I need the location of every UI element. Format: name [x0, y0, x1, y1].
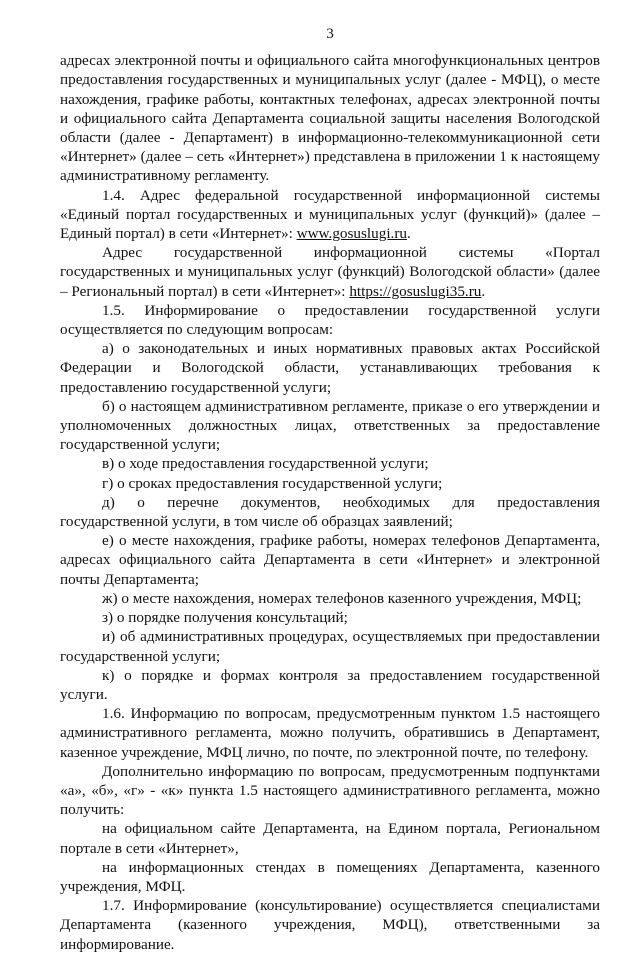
paragraph-1-6: 1.6. Информацию по вопросам, предусмотренным пунктом 1.5 настоящего административного регламента, можно получить, обратившись в Департамент, казенное учреждение, МФЦ лично, по почте, по электронной почте, по телефону. [60, 705, 600, 761]
paragraph-1-5: 1.5. Информирование о предоставлении государственной услуги осуществляется по следующим вопросам: [60, 301, 600, 339]
list-item-a: а) о законодательных и иных нормативных правовых актах Российской Федерации и Вологодской области, устанавливающих требования к предоставлению государственной услуги; [60, 340, 600, 396]
paragraph-continuation: адресах электронной почты и официального сайта многофункциональных центров предоставления государственных и муниципальных услуг (далее - МФЦ), о месте нахождения, графике работы, контактных телефонах, адресах электронной почты и официального сайта Департамента социальной защиты населения Вологодской области (далее - Департамент) в информационно-телекоммуникационной сети «Интернет» (далее – сеть «Интернет») представлена в приложении 1 к настоящему административному регламенту. [60, 52, 600, 185]
list-item-v: в) о ходе предоставления государственной услуги; [102, 455, 429, 473]
paragraph-regional-portal [60, 243, 600, 301]
list-item-b: б) о настоящем административном регламенте, приказе о его утверждении и уполномоченных должностных лицах, ответственных за предоставление государственной услуги; [60, 397, 600, 454]
list-item-e: е) о месте нахождения, графике работы, номерах телефонов Департамента, адресах официального сайта Департамента в сети «Интернет» и электронной почты Департамента; [60, 532, 600, 588]
page-number: 3 [326, 25, 334, 42]
list-item-z: з) о порядке получения консультаций; [102, 609, 348, 627]
paragraph-1-4-text: 1.4. Адрес федеральной государственной информационной системы «Единый портал государственных и муниципальных услуг (функций)» (далее – Единый портал) в сети «Интернет»: [60, 186, 600, 243]
paragraph-official-site: на официальном сайте Департамента, на Едином портала, Региональном портале в сети «Интернет», [60, 820, 600, 857]
list-item-d: д) о перечне документов, необходимых для предоставления государственной услуги, в том числе об образцах заявлений; [60, 493, 600, 531]
link-gosuslugi[interactable]: www.gosuslugi.ru [296, 225, 407, 243]
list-item-i: и) об административных процедурах, осуществляемых при предоставлении государственной услуги; [60, 628, 600, 665]
paragraph-1-7: 1.7. Информирование (консультирование) осуществляется специалистами Департамента (казенного учреждения, МФЦ), ответственными за информирование. [60, 897, 600, 953]
paragraph-regional-portal-end: . [481, 282, 486, 300]
paragraph-regional-portal-text: Адрес государственной информационной системы «Портал государственных и муниципальных услуг (функций) Вологодской области» (далее – Региональный портал) в сети «Интернет»: [60, 244, 600, 300]
link-gosuslugi35[interactable]: https://gosuslugi35.ru [349, 282, 482, 300]
paragraph-1-4 [60, 186, 600, 244]
paragraph-1-4-end: . [407, 225, 411, 243]
list-item-k: к) о порядке и формах контроля за предоставлением государственной услуги. [60, 666, 600, 703]
paragraph-additional-info: Дополнительно информацию по вопросам, предусмотренным подпунктами «а», «б», «г» - «к» пункта 1.5 настоящего административного регламента, можно получить: [60, 762, 600, 819]
list-item-zh: ж) о месте нахождения, номерах телефонов казенного учреждения, МФЦ; [102, 589, 582, 607]
list-item-g: г) о сроках предоставления государственной услуги; [102, 474, 443, 492]
paragraph-info-stands: на информационных стендах в помещениях Департамента, казенного учреждения, МФЦ. [60, 858, 600, 895]
